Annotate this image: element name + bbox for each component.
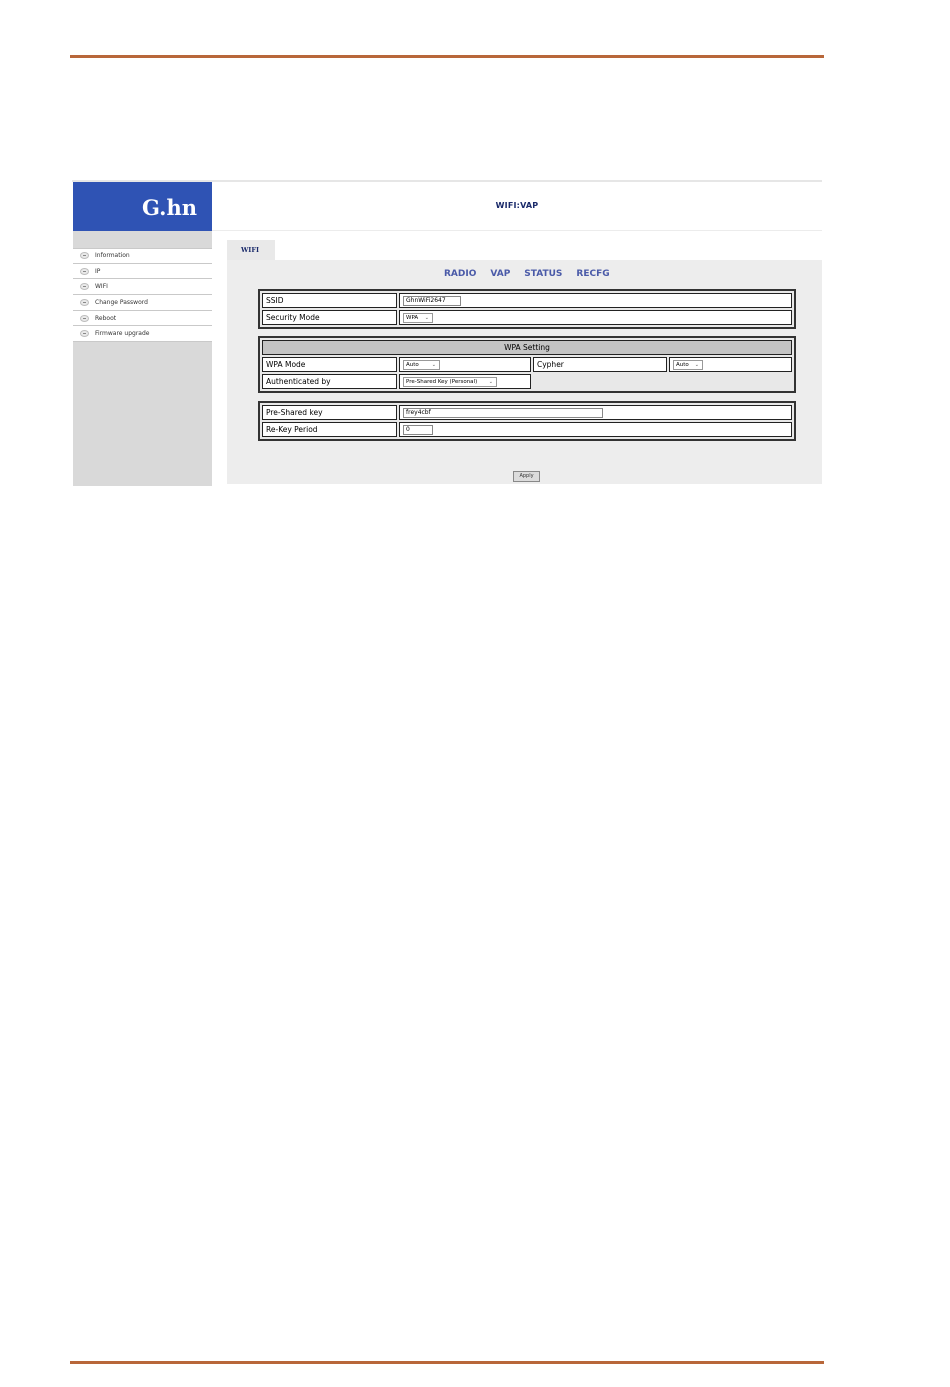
auth-select[interactable] [403,377,497,387]
bullet-icon [80,283,89,290]
apply-button[interactable]: Apply [513,471,540,482]
chevron-down-icon: ⌄ [488,378,493,385]
sidebar-menu [73,248,212,342]
chevron-down-icon: ⌄ [424,314,429,321]
psk-cell [399,405,792,420]
page-bottom-rule [70,1361,824,1364]
nav-link-vap[interactable]: VAP [490,269,511,279]
psk-input[interactable]: frey4cbf [403,408,603,418]
psk-label: Pre-Shared key [262,405,397,420]
rekey-cell [399,422,792,437]
nav-link-radio[interactable]: RADIO [444,269,477,279]
nav-link-recfg[interactable]: RECFG [576,269,610,279]
header-divider [212,230,822,231]
sidebar-item-ip[interactable] [73,264,212,280]
basic-settings-table [258,289,796,329]
sidebar-item-label: IP [95,267,101,275]
wpa-mode-cell [399,357,531,372]
wpa-mode-value: Auto [406,361,419,368]
wpa-setting-header: WPA Setting [262,340,792,355]
nav-link-status[interactable]: STATUS [524,269,563,279]
sidebar-item-change-password[interactable] [73,295,212,311]
rekey-label: Re-Key Period [262,422,397,437]
bullet-icon [80,315,89,322]
wpa-settings-table [258,336,796,393]
wpa-mode-label: WPA Mode [262,357,397,372]
security-mode-value: WPA [406,314,419,321]
ssid-input[interactable]: GhnWiFi2647 [403,296,461,306]
ssid-label: SSID [262,293,397,308]
tab-wifi[interactable]: WIFI [227,240,275,260]
chevron-down-icon: ⌄ [431,361,436,368]
security-mode-cell [399,310,792,325]
bullet-icon [80,252,89,259]
ssid-cell [399,293,792,308]
sidebar-item-label: Change Password [95,298,148,306]
cypher-select[interactable] [673,360,703,370]
bullet-icon [80,330,89,337]
sidebar-item-reboot[interactable] [73,311,212,327]
page-title: WIFI:VAP [495,201,539,210]
cypher-label: Cypher [533,357,667,372]
auth-cell [399,374,531,389]
auth-value: Pre-Shared Key (Personal) [406,378,478,385]
wpa-mode-select[interactable] [403,360,440,370]
logo: G.hn [73,182,212,231]
empty-cell [533,374,792,389]
sub-navigation [444,269,610,281]
rekey-input[interactable]: 0 [403,425,433,435]
security-mode-label: Security Mode [262,310,397,325]
sidebar-item-label: Firmware upgrade [95,330,150,338]
sidebar-item-label: WIFI [95,283,108,291]
sidebar-item-wifi[interactable] [73,279,212,295]
sidebar-item-label: Information [95,252,130,260]
bullet-icon [80,268,89,275]
cypher-value: Auto [676,361,689,368]
auth-label: Authenticated by [262,374,397,389]
router-ui-screenshot [72,180,822,486]
sidebar-item-label: Reboot [95,314,117,322]
security-mode-select[interactable] [403,313,433,323]
sidebar-item-firmware-upgrade[interactable] [73,326,212,342]
sidebar-item-information[interactable] [73,248,212,264]
bullet-icon [80,299,89,306]
chevron-down-icon: ⌄ [694,361,699,368]
page-top-rule [70,55,824,58]
sidebar [73,231,212,486]
key-settings-table [258,401,796,441]
cypher-cell [669,357,792,372]
main-panel [227,260,822,484]
